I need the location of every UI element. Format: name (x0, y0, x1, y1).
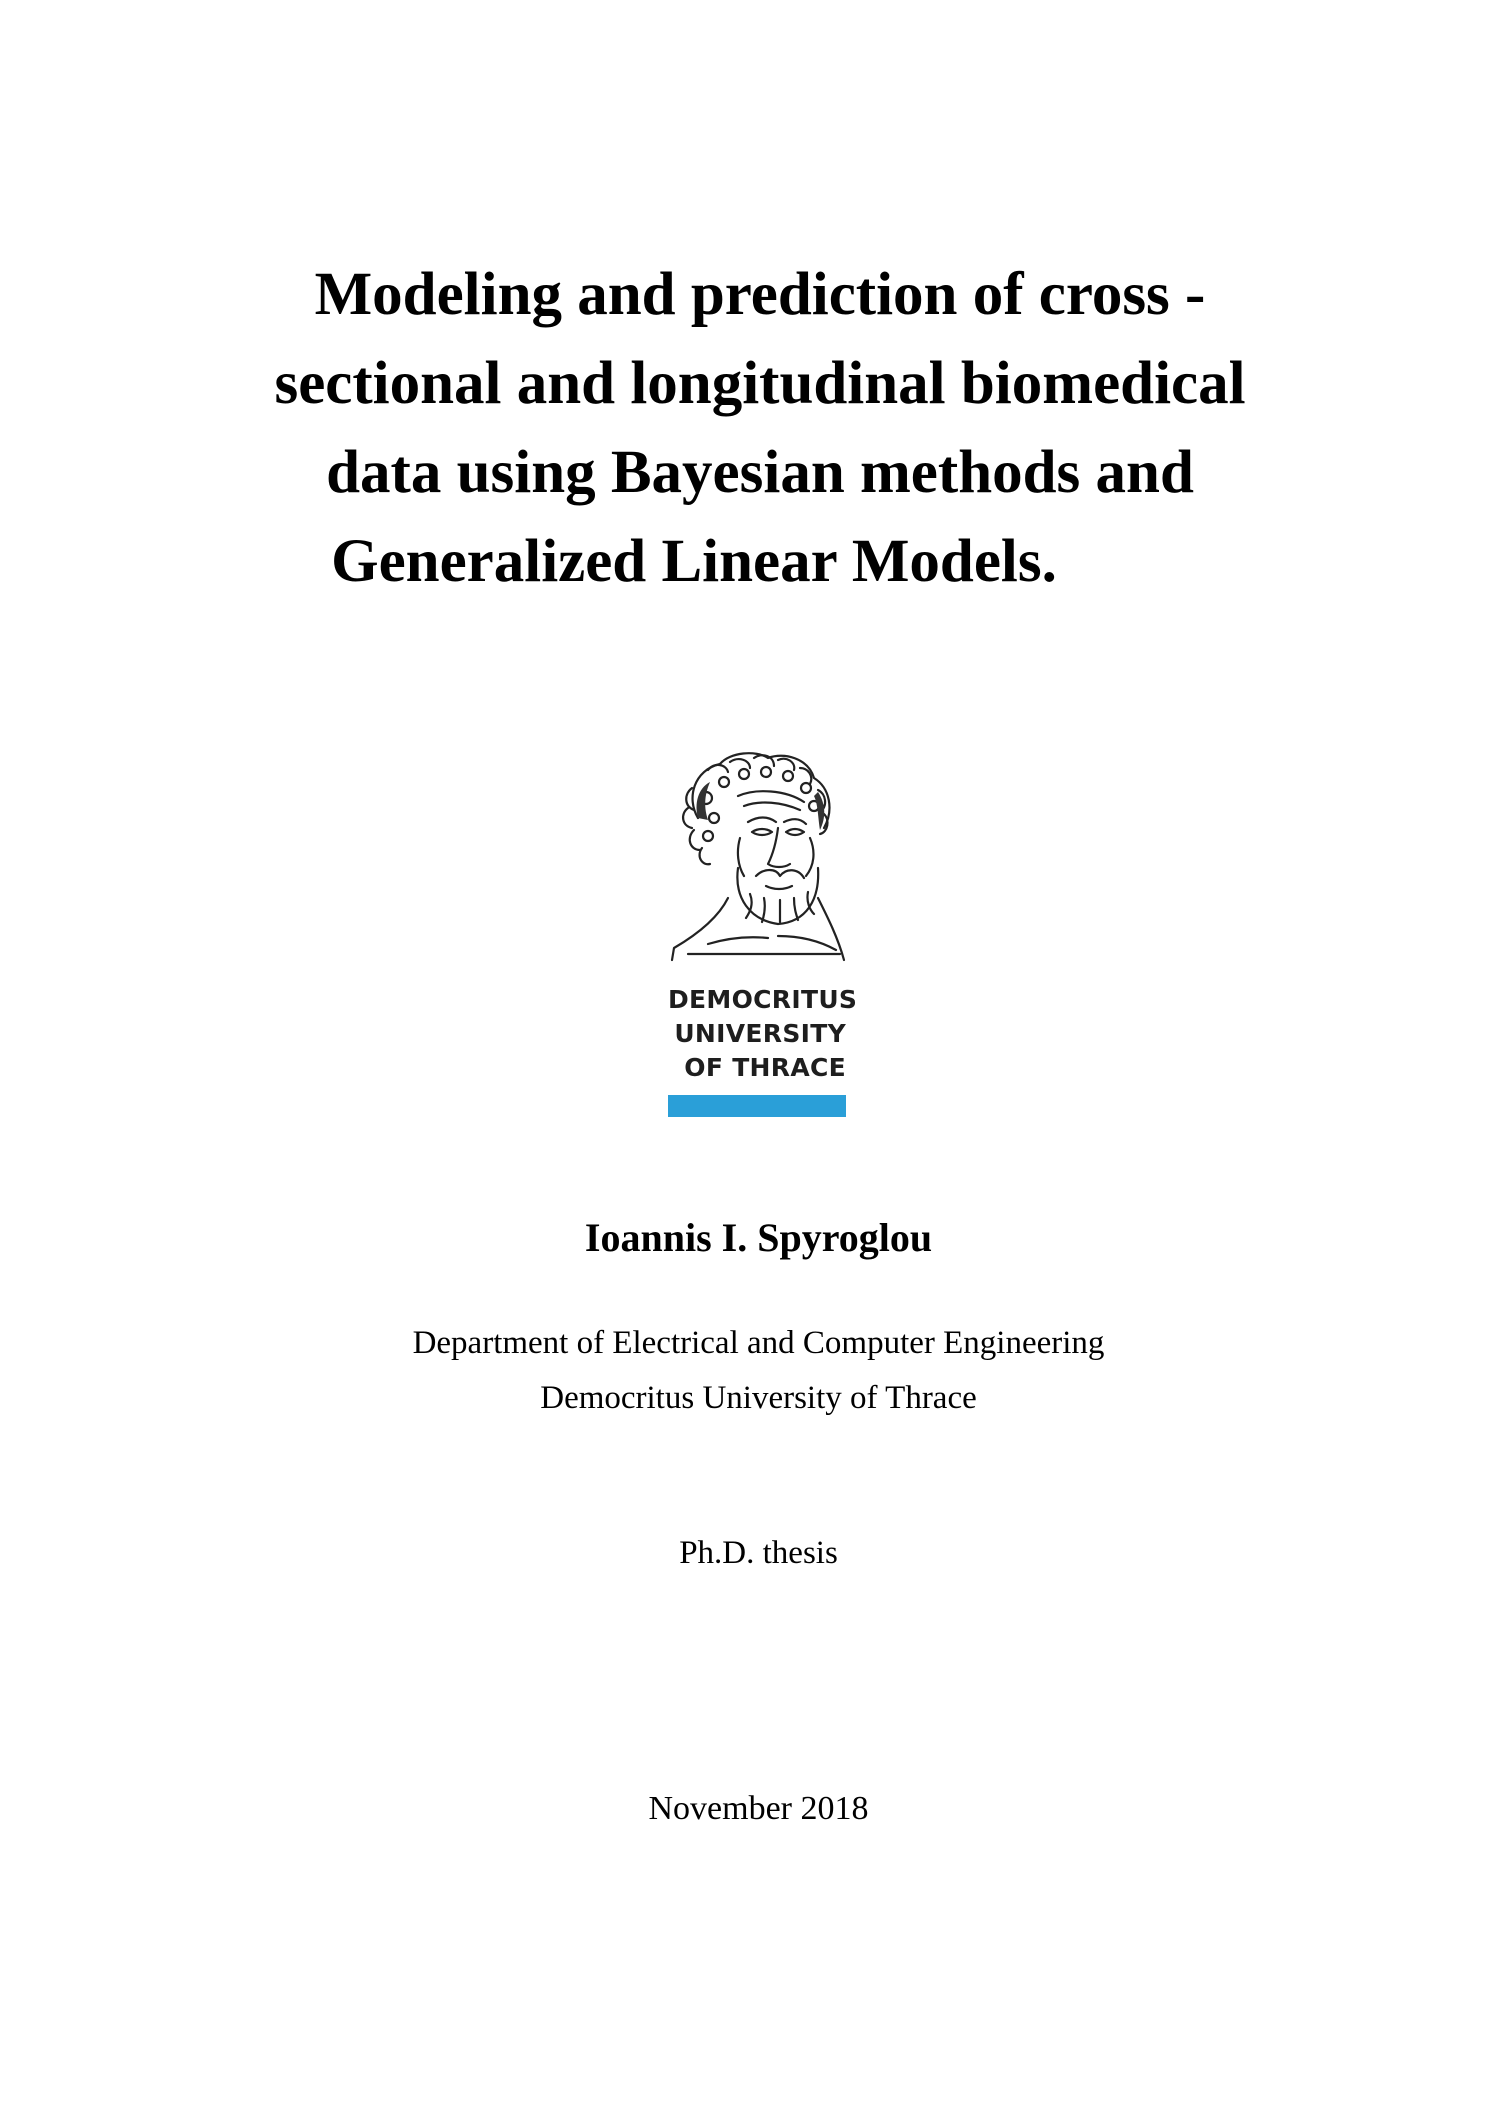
logo-text-line-3: OF THRACE (684, 1053, 846, 1082)
author-name: Ioannis I. Spyroglou (584, 1215, 933, 1260)
department: Department of Electrical and Computer Engineering (412, 1325, 1105, 1361)
affiliation (0, 1316, 1489, 1426)
democritus-bust-icon (668, 748, 846, 963)
logo-blue-bar (668, 1095, 846, 1117)
university-logo (668, 748, 858, 1118)
logo-text-line-2: UNIVERSITY (674, 1019, 846, 1048)
title-line-2: sectional and longitudinal biomedical (274, 350, 1246, 417)
title-line-3: data using Bayesian methods and (326, 439, 1194, 506)
submission-date: November 2018 (648, 1790, 869, 1827)
degree-type: Ph.D. thesis (679, 1535, 838, 1571)
logo-wordmark (668, 983, 858, 1085)
title-line-1: Modeling and prediction of cross - (314, 261, 1206, 328)
logo-text-line-1: DEMOCRITUS (668, 985, 858, 1014)
title-line-4: Generalized Linear Models. (331, 528, 1057, 595)
thesis-title (230, 250, 1290, 606)
university: Democritus University of Thrace (540, 1380, 977, 1416)
